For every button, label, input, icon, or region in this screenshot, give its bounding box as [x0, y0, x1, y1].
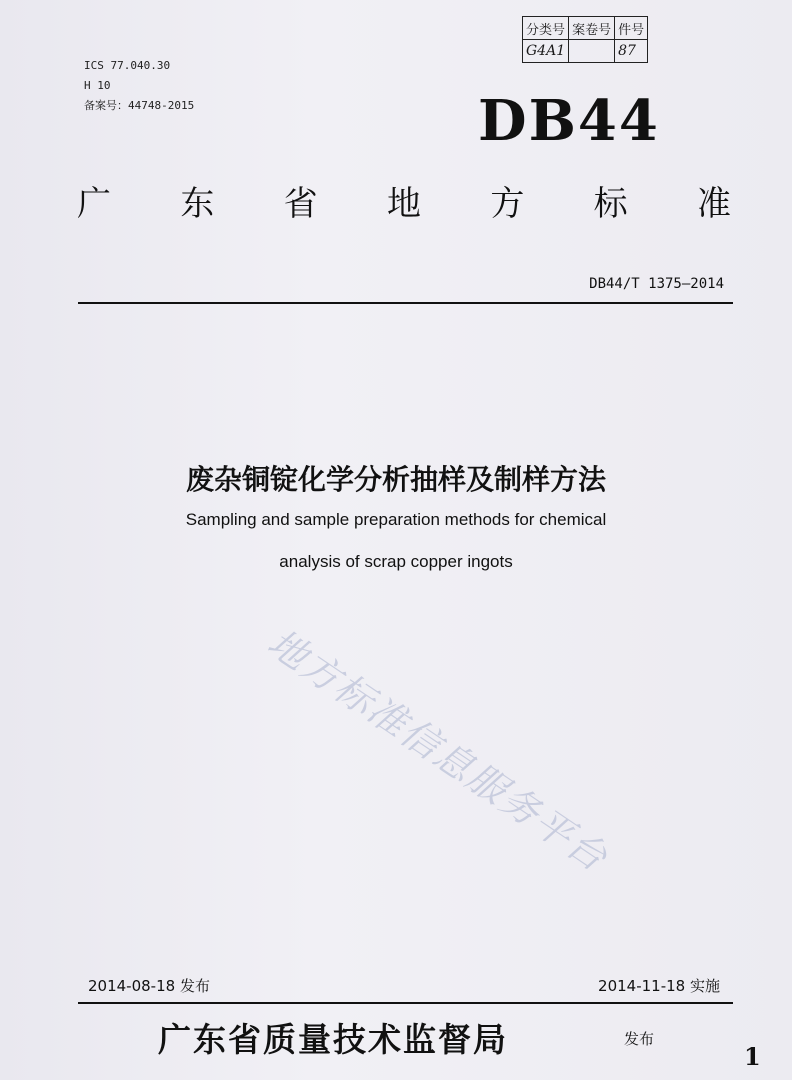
standard-kind-char: 准	[696, 184, 731, 224]
standard-kind-char: 方	[490, 184, 525, 224]
title-english-line1: Sampling and sample preparation methods for chemical	[185, 510, 607, 529]
implement-date: 2014-11-18 实施	[598, 977, 720, 995]
ics-code: ICS 77.040.30	[84, 59, 171, 72]
stamp-value-volume	[569, 40, 615, 63]
watermark: 地方标准信息服务平台	[259, 620, 617, 881]
standard-number: DB44/T 1375—2014	[589, 276, 724, 292]
title-english-line2: analysis of scrap copper ingots	[279, 552, 513, 571]
stamp-value-item: 87	[615, 40, 648, 63]
standard-code-logo: DB44	[478, 88, 660, 154]
stamp-header-category: 分类号	[523, 17, 569, 40]
standard-kind-char: 标	[593, 184, 628, 224]
bottom-divider	[78, 1002, 733, 1004]
issuer-action: 发布	[624, 1030, 655, 1048]
stamp-value-category: G4A1	[523, 40, 569, 63]
standard-kind-heading	[74, 176, 734, 225]
standard-kind-char: 省	[283, 184, 318, 224]
archive-stamp	[522, 16, 648, 63]
filing-number: 备案号：44748-2015	[84, 99, 195, 112]
header-meta	[84, 56, 194, 116]
standard-kind-char: 地	[386, 184, 421, 224]
page-number: 1	[744, 1042, 761, 1071]
top-divider	[78, 302, 733, 304]
title-chinese: 废杂铜锭化学分析抽样及制样方法	[185, 463, 606, 496]
standard-kind-char: 广	[77, 184, 111, 224]
issuer-name: 广东省质量技术监督局	[158, 1020, 508, 1059]
stamp-header-volume: 案卷号	[569, 17, 615, 40]
class-code: H 10	[84, 79, 111, 92]
standard-kind-char: 东	[180, 184, 215, 224]
publish-date: 2014-08-18 发布	[88, 977, 210, 995]
stamp-header-item: 件号	[615, 17, 648, 40]
